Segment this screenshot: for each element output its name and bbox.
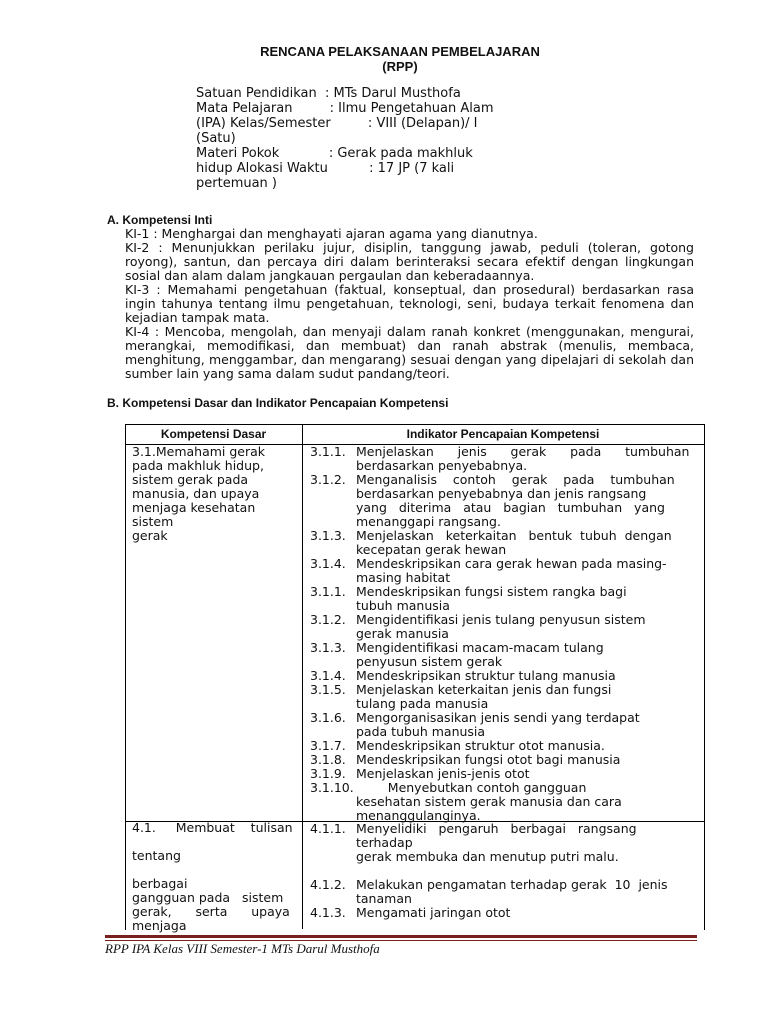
indicator-number: 3.1.8. bbox=[310, 752, 346, 767]
indicator-line: yang diterima atau bagian tumbuhan yang bbox=[356, 501, 665, 515]
indicator-text bbox=[356, 529, 700, 557]
indicator-text bbox=[356, 669, 700, 683]
indicator-number: 3.1.4. bbox=[310, 668, 346, 683]
indicator-line: Mendeskripsikan struktur tulang manusia bbox=[356, 669, 616, 683]
footer-rule-thick bbox=[105, 935, 697, 938]
indicator-text bbox=[356, 445, 700, 473]
kd-line: gerak, serta upaya bbox=[132, 904, 290, 919]
indicator-line: pada tubuh manusia bbox=[356, 725, 486, 739]
indicator-number: 3.1.3. bbox=[310, 640, 346, 655]
document-subtitle: (RPP) bbox=[382, 59, 418, 74]
footer-text: RPP IPA Kelas VIII Semester-1 MTs Darul Musthofa bbox=[105, 941, 380, 956]
identity-line: (IPA) Kelas/Semester : VIII (Delapan)/ I bbox=[196, 116, 478, 131]
indicator-line: Mendeskripsikan struktur otot manusia. bbox=[356, 739, 605, 753]
indicator-line: menanggulanginya. bbox=[356, 809, 481, 823]
indicator-text bbox=[356, 711, 700, 739]
indicator-line: Menganalisis contoh gerak pada tumbuhan bbox=[356, 473, 675, 487]
indicator-text bbox=[356, 906, 700, 920]
indicator-line: Menyelidiki pengaruh berbagai rangsang bbox=[356, 822, 637, 836]
indicator-text bbox=[356, 739, 700, 753]
indicator-text bbox=[356, 683, 700, 711]
indicator-number: 4.1.1. bbox=[310, 821, 346, 836]
kd-line: sistem bbox=[132, 514, 174, 529]
indicator-line: Mengamati jaringan otot bbox=[356, 906, 511, 920]
kd-line: menjaga kesehatan bbox=[132, 500, 256, 515]
ki-1: KI-1 : Menghargai dan menghayati ajaran agama yang dianutnya. bbox=[125, 226, 538, 241]
indicator-line: tubuh manusia bbox=[356, 599, 450, 613]
kd-line bbox=[132, 863, 300, 877]
indicator-number: 3.1.1. bbox=[310, 444, 346, 459]
kd-line: menjaga bbox=[132, 918, 187, 933]
identity-line: Mata Pelajaran : Ilmu Pengetahuan Alam bbox=[196, 101, 494, 116]
identity-line: Satuan Pendidikan : MTs Darul Musthofa bbox=[196, 86, 461, 101]
indicator-number: 3.1.2. bbox=[310, 612, 346, 627]
col-header-indikator: Indikator Pencapaian Kompetensi bbox=[406, 427, 600, 441]
indicator-line: Menyebutkan contoh gangguan bbox=[356, 781, 587, 795]
indicator-text bbox=[356, 641, 700, 669]
indicator-line: Menjelaskan keterkaitan jenis dan fungsi bbox=[356, 683, 612, 697]
document-title: RENCANA PELAKSANAAN PEMBELAJARAN bbox=[260, 44, 540, 59]
indicator-line: terhadap bbox=[356, 836, 413, 850]
identity-line: pertemuan ) bbox=[196, 176, 278, 191]
indicator-number: 3.1.10. bbox=[310, 780, 354, 795]
indicator-line: Menjelaskan jenis gerak pada tumbuhan bbox=[356, 445, 690, 459]
indicator-line: Menjelaskan jenis-jenis otot bbox=[356, 767, 530, 781]
indicator-line: masing habitat bbox=[356, 571, 451, 585]
indicator-line: tanaman bbox=[356, 892, 412, 906]
indicator-line: kesehatan sistem gerak manusia dan cara bbox=[356, 795, 622, 809]
kd-line: manusia, dan upaya bbox=[132, 486, 260, 501]
indicator-line: berdasarkan penyebabnya dan jenis rangsang bbox=[356, 487, 647, 501]
indicator-number: 4.1.2. bbox=[310, 877, 346, 892]
kd-line: tentang bbox=[132, 848, 181, 863]
kompetensi-inti bbox=[125, 227, 694, 381]
indicator-line: Mendeskripsikan cara gerak hewan pada masing- bbox=[356, 557, 667, 571]
indicator-text bbox=[356, 878, 700, 906]
indicator-text bbox=[356, 613, 700, 641]
indicator-line: Mengidentifikasi jenis tulang penyusun sistem bbox=[356, 613, 646, 627]
indicator-line: gerak manusia bbox=[356, 627, 449, 641]
indicator-line: tulang pada manusia bbox=[356, 697, 489, 711]
indicator-number: 3.1.7. bbox=[310, 738, 346, 753]
indicator-line: berdasarkan penyebabnya. bbox=[356, 459, 528, 473]
identity-line: (Satu) bbox=[196, 131, 236, 146]
indicator-number: 3.1.1. bbox=[310, 584, 346, 599]
kd-line: gerak bbox=[132, 528, 168, 543]
indicator-line: Mengorganisasikan jenis sendi yang terdapat bbox=[356, 711, 640, 725]
ki-4: KI-4 : Mencoba, mengolah, dan menyaji dalam ranah konkret (menggunakan, mengurai, merangkai, memodifikasi, dan membuat) dan ranah abstrak (menulis, membaca, menghitung, menggambar, dan mengarang) sesuai dengan yang dipelajari di sekolah dan sumber lain yang sama dalam sudut pandang/teori. bbox=[125, 324, 694, 381]
kd-3-1 bbox=[132, 445, 300, 543]
indicator-line: Mengidentifikasi macam-macam tulang bbox=[356, 641, 604, 655]
kd-line: pada makhluk hidup, bbox=[132, 458, 264, 473]
table-column-divider bbox=[302, 424, 303, 929]
indicator-number: 4.1.3. bbox=[310, 905, 346, 920]
indicator-text bbox=[356, 473, 700, 529]
indicator-line: penyusun sistem gerak bbox=[356, 655, 503, 669]
indicator-number: 3.1.9. bbox=[310, 766, 346, 781]
indicator-text bbox=[356, 767, 700, 781]
indicator-text bbox=[356, 822, 700, 864]
identity-line: hidup Alokasi Waktu : 17 JP (7 kali bbox=[196, 161, 455, 176]
indicator-line: gerak membuka dan menutup putri malu. bbox=[356, 850, 619, 864]
section-a-heading: A. Kompetensi Inti bbox=[107, 213, 213, 227]
indicator-text bbox=[356, 753, 700, 767]
kd-line: 4.1. Membuat tulisan bbox=[132, 820, 293, 835]
indicator-line: Mendeskripsikan fungsi sistem rangka bagi bbox=[356, 585, 627, 599]
kd-4-1 bbox=[132, 821, 300, 933]
ki-2: KI-2 : Menunjukkan perilaku jujur, disiplin, tanggung jawab, peduli (toleran, gotong royong), santun, dan percaya diri dalam berinteraksi secara efektif dengan lingkungan sosial dan alam dalam jangkauan pergaulan dan keberadaannya. bbox=[125, 240, 694, 283]
kd-line: sistem gerak pada bbox=[132, 472, 249, 487]
indicator-line: Menjelaskan keterkaitan bentuk tubuh dengan bbox=[356, 529, 672, 543]
indicator-line: menanggapi rangsang. bbox=[356, 515, 501, 529]
indicator-number: 3.1.2. bbox=[310, 472, 346, 487]
indicator-text bbox=[356, 557, 700, 585]
kd-line bbox=[132, 835, 300, 849]
section-b-heading: B. Kompetensi Dasar dan Indikator Pencapaian Kompetensi bbox=[107, 396, 449, 410]
kd-line: gangguan pada sistem bbox=[132, 890, 284, 905]
indicator-text bbox=[356, 585, 700, 613]
indicator-number: 3.1.3. bbox=[310, 528, 346, 543]
indicator-number: 3.1.6. bbox=[310, 710, 346, 725]
indicator-text bbox=[356, 781, 700, 823]
col-header-kompetensi-dasar: Kompetensi Dasar bbox=[160, 427, 267, 441]
indicator-line: Mendeskripsikan fungsi otot bagi manusia bbox=[356, 753, 621, 767]
ki-3: KI-3 : Memahami pengetahuan (faktual, konseptual, dan prosedural) berdasarkan rasa ingin tahunya tentang ilmu pengetahuan, teknologi, seni, budaya terkait fenomena dan kejadian tampak mata. bbox=[125, 282, 694, 325]
indicator-line: kecepatan gerak hewan bbox=[356, 543, 507, 557]
indicator-number: 3.1.5. bbox=[310, 682, 346, 697]
indicator-number: 3.1.4. bbox=[310, 556, 346, 571]
identity-line: Materi Pokok : Gerak pada makhluk bbox=[196, 146, 473, 161]
kd-line: berbagai bbox=[132, 876, 188, 891]
indicator-line: Melakukan pengamatan terhadap gerak 10 jenis bbox=[356, 878, 668, 892]
kd-line: 3.1.Memahami gerak bbox=[132, 444, 266, 459]
